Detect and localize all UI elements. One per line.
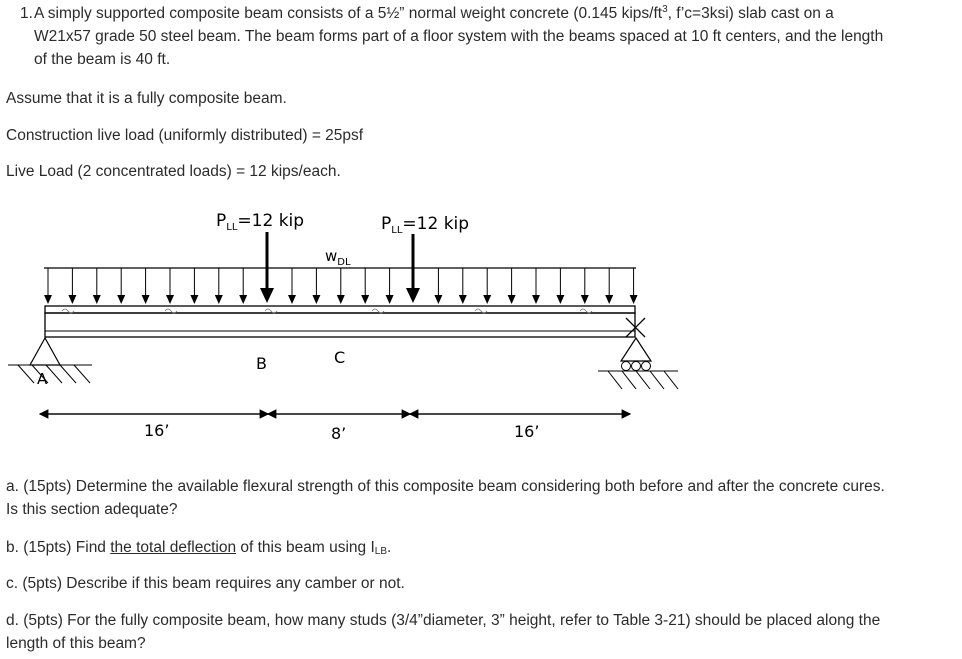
dimension-label-bc: 8’ xyxy=(331,424,347,443)
distributed-load-arrowhead xyxy=(605,295,613,304)
load-label-1: $P_{LL}=12$ kip xyxy=(216,211,305,233)
distributed-load-arrowhead xyxy=(483,295,491,304)
question-a-line-1: a. (15pts) Determine the available flexural strength of this composite beam considering both before and after the concrete cures. xyxy=(6,478,885,495)
question-d-line-2: length of this beam? xyxy=(6,635,146,652)
load-label-2: $P_{LL}=12$ kip xyxy=(381,214,470,236)
distributed-load-arrowhead xyxy=(68,295,76,304)
question-a-line-2: Is this section adequate? xyxy=(6,501,178,518)
distributed-load-arrowhead xyxy=(288,295,296,304)
pin-support-hatch xyxy=(18,365,90,383)
roller-support xyxy=(621,338,651,361)
distributed-load-arrowhead xyxy=(532,295,540,304)
distributed-load-arrowhead xyxy=(556,295,564,304)
problem-line-3: of the beam is 40 ft. xyxy=(34,51,171,68)
distributed-load-arrowhead xyxy=(117,295,125,304)
distributed-load-arrowhead xyxy=(630,295,638,304)
problem-line-2: W21x57 grade 50 steel beam. The beam forms part of a floor system with the beams spaced at 10 ft centers, and the length xyxy=(34,28,884,45)
assumption-concentrated-loads: Live Load (2 concentrated loads) = 12 kips/each. xyxy=(6,163,341,180)
distributed-load-arrowhead xyxy=(337,295,345,304)
pin-support xyxy=(30,338,60,365)
assumption-construction-live-load: Construction live load (uniformly distributed) = 25psf xyxy=(6,127,364,144)
distributed-load-arrowhead xyxy=(215,295,223,304)
dimension-label-cd: 16’ xyxy=(514,422,540,441)
distributed-load-arrowhead xyxy=(386,295,394,304)
steel-beam xyxy=(45,313,635,337)
distributed-load-arrowhead xyxy=(239,295,247,304)
distributed-load-label: $w_{DL}$ xyxy=(325,247,351,268)
distributed-load-arrowhead xyxy=(508,295,516,304)
assumption-composite: Assume that it is a fully composite beam. xyxy=(6,90,287,107)
point-label-c: C xyxy=(334,348,346,367)
point-label-a: A xyxy=(37,370,48,388)
beam-diagram xyxy=(0,195,962,450)
distributed-load-arrowhead xyxy=(166,295,174,304)
roller-support-hatch xyxy=(608,371,678,389)
distributed-load-arrows xyxy=(44,268,638,304)
distributed-load-arrowhead xyxy=(142,295,150,304)
distributed-load-arrowhead xyxy=(93,295,101,304)
distributed-load-arrowhead xyxy=(190,295,198,304)
distributed-load-arrowhead xyxy=(361,295,369,304)
total-deflection-link: the total deflection xyxy=(110,539,237,556)
dimension-label-ab: 16’ xyxy=(144,421,170,440)
distributed-load-arrowhead xyxy=(44,295,52,304)
point-label-b: B xyxy=(256,354,267,373)
question-d-line-1: d. (5pts) For the fully composite beam, how many studs (3/4”diameter, 3” height, refer to Table 3-21) should be placed along the xyxy=(6,612,881,629)
concrete-slab xyxy=(45,306,635,313)
distributed-load-arrowhead xyxy=(434,295,442,304)
question-c: c. (5pts) Describe if this beam requires any camber or not. xyxy=(6,575,405,592)
problem-line-1: A simply supported composite beam consists of a 5½” normal weight concrete (0.145 kips/$ft^3$, f’c=3ksi) slab cast on a xyxy=(34,4,834,22)
problem-number: 1. xyxy=(20,5,33,22)
distributed-load-arrowhead xyxy=(312,295,320,304)
distributed-load-arrowhead xyxy=(581,295,589,304)
distributed-load-arrowhead xyxy=(459,295,467,304)
question-b: b. (15pts) Find the total deflection of this beam using $I_{LB}$. xyxy=(6,539,392,557)
